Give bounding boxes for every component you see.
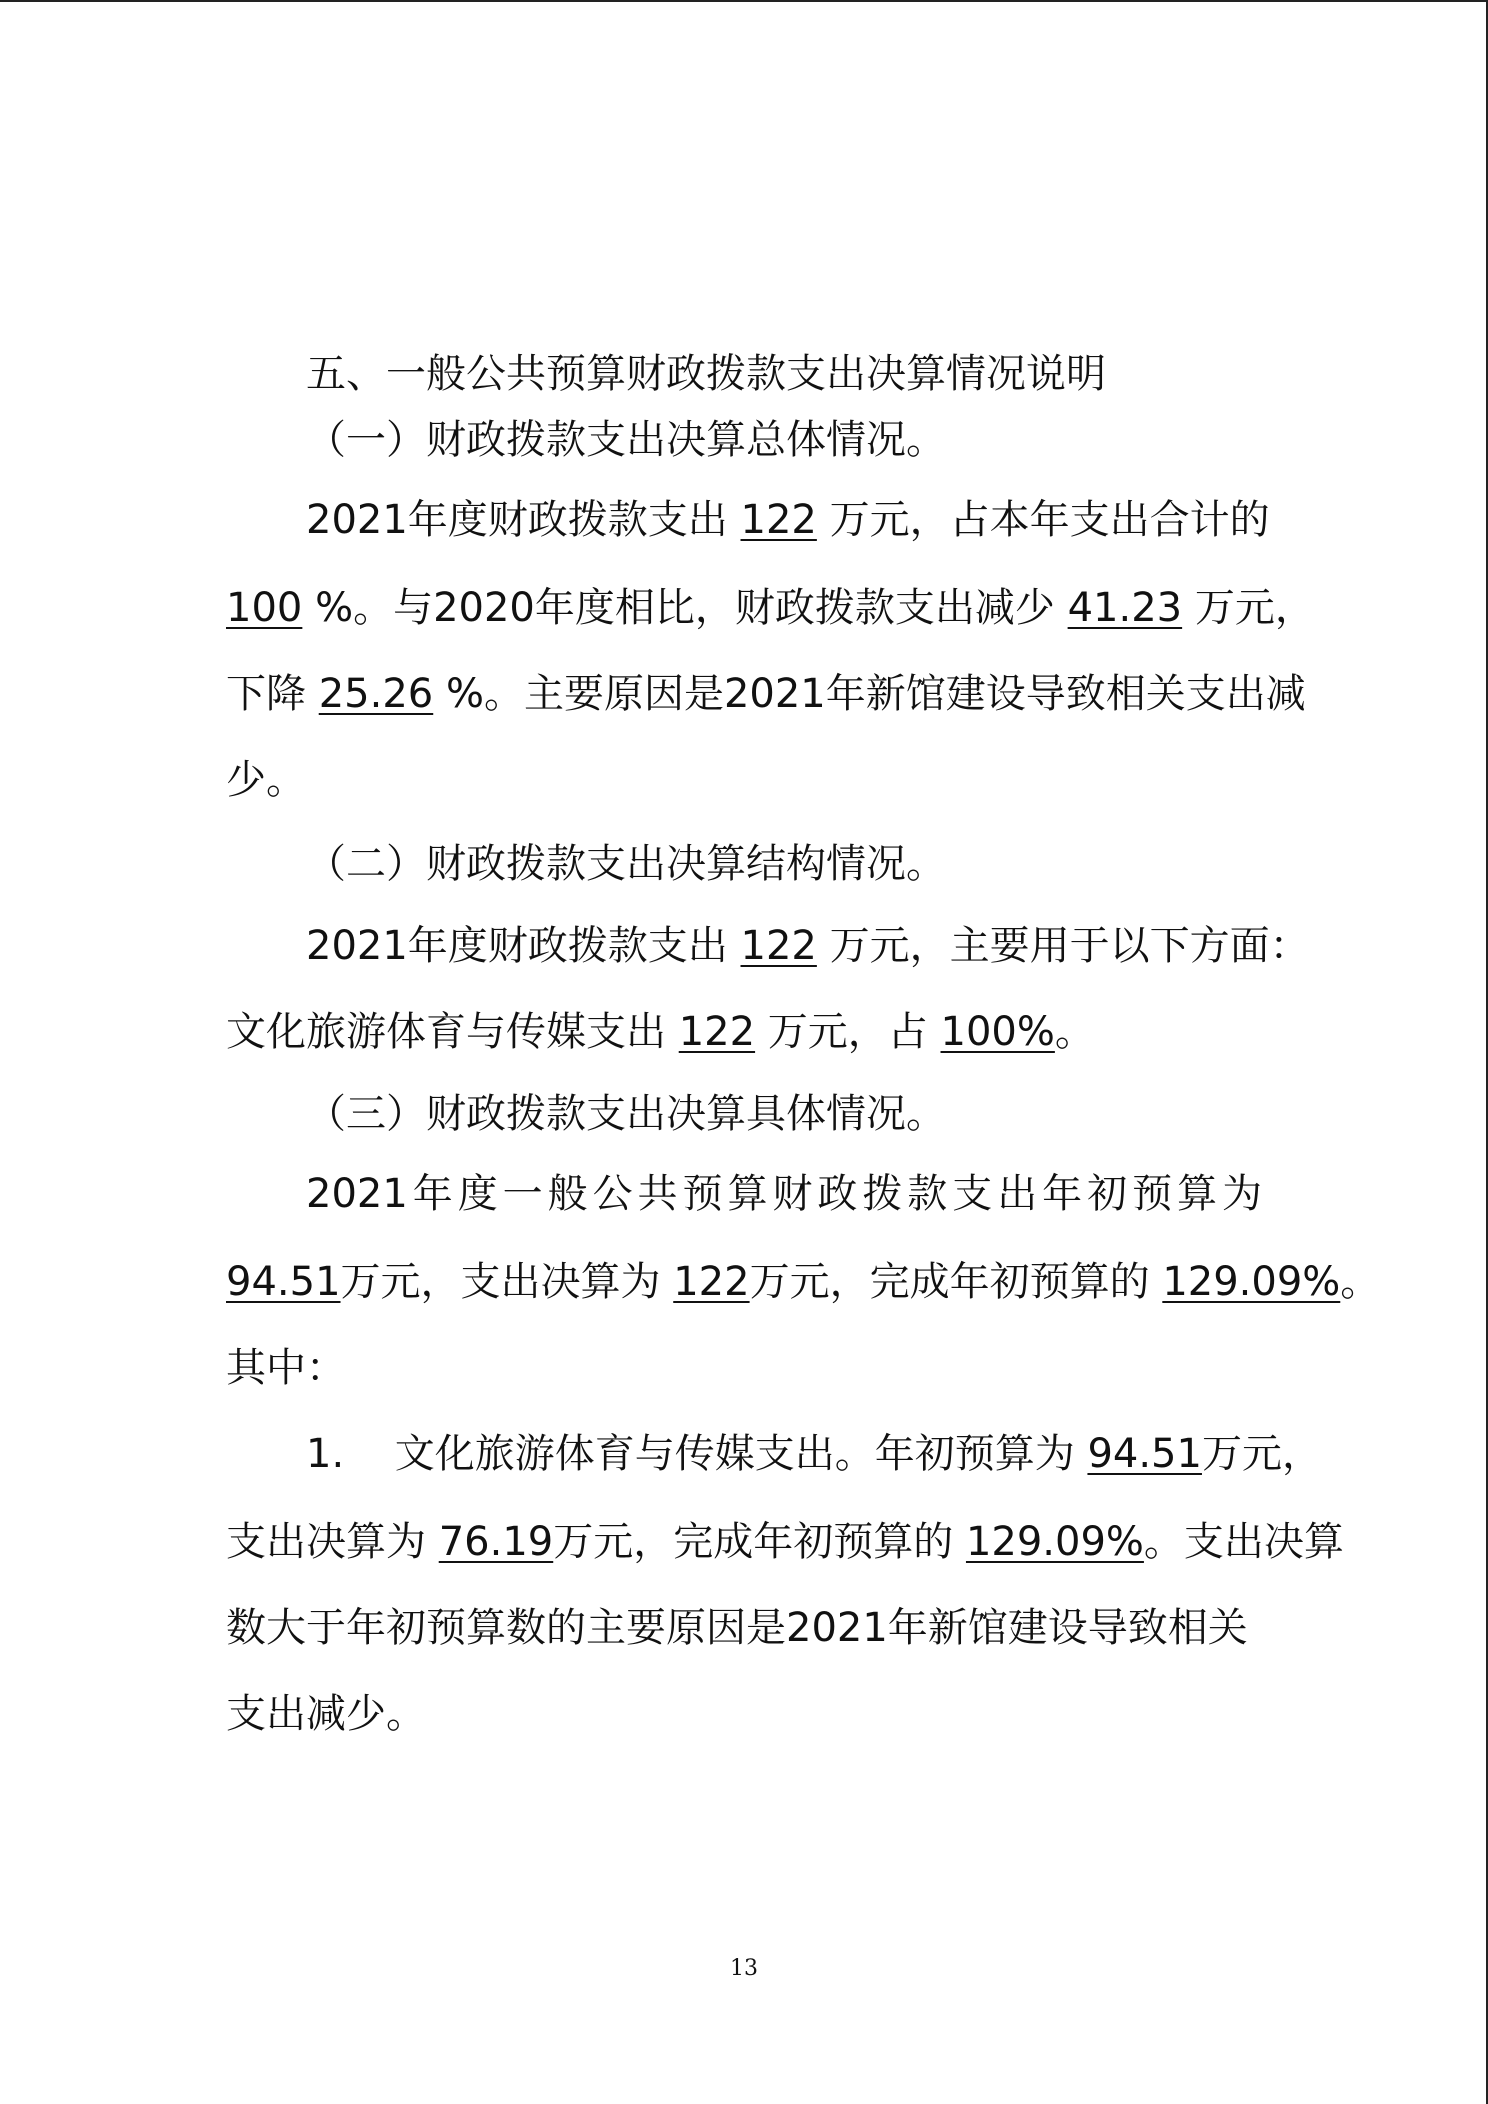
item1-line3: 数大于年初预算数的主要原因是2021年新馆建设导致相关 bbox=[226, 1605, 1248, 1651]
part2-line1 bbox=[306, 918, 1310, 974]
text: %。主要原因是2021年新馆建设导致相关支出减 bbox=[445, 671, 1306, 717]
decrease-amount: 41.23 bbox=[1067, 585, 1183, 631]
culture-expenditure-amount: 122 bbox=[678, 1009, 756, 1055]
text: 下降 bbox=[226, 671, 306, 717]
text: 万元， bbox=[1194, 585, 1315, 631]
part2-subheading: （二）财政拨款支出决算结构情况。 bbox=[306, 841, 946, 887]
part3-subheading: （三）财政拨款支出决算具体情况。 bbox=[306, 1091, 946, 1137]
text: 。 bbox=[1340, 1259, 1381, 1305]
text: 万元，完成年初预算的 bbox=[553, 1519, 954, 1565]
part3-line3: 其中： bbox=[226, 1345, 346, 1391]
part1-line1 bbox=[306, 492, 1270, 548]
part1-line4: 少。 bbox=[226, 757, 306, 803]
text: 2021年度财政拨款支出 bbox=[306, 923, 728, 969]
item-actual: 76.19 bbox=[438, 1519, 554, 1565]
share-percent: 100 bbox=[226, 585, 303, 631]
text: 。支出决算 bbox=[1143, 1519, 1344, 1565]
final-expenditure: 122 bbox=[673, 1259, 750, 1305]
part1-subheading: （一）财政拨款支出决算总体情况。 bbox=[306, 417, 946, 463]
item-budget: 94.51 bbox=[1087, 1431, 1202, 1477]
text: 万元，占 bbox=[767, 1009, 928, 1055]
culture-share-percent: 100% bbox=[940, 1009, 1055, 1055]
text: 万元，支出决算为 bbox=[340, 1259, 661, 1305]
text: 万元，主要用于以下方面： bbox=[829, 923, 1310, 969]
text: 2021年度财政拨款支出 bbox=[306, 497, 728, 543]
text: 万元， bbox=[1201, 1431, 1322, 1477]
text: 。 bbox=[1054, 1009, 1095, 1055]
expenditure-amount: 122 bbox=[740, 923, 817, 969]
part3-line1: 2021年度一般公共预算财政拨款支出年初预算为 bbox=[306, 1171, 1262, 1217]
part1-line3 bbox=[226, 666, 1306, 722]
text: 万元，占本年支出合计的 bbox=[829, 497, 1270, 543]
item1-line2 bbox=[226, 1514, 1344, 1570]
part1-line2 bbox=[226, 580, 1315, 636]
page-border-top bbox=[0, 0, 1488, 2]
text: 万元，完成年初预算的 bbox=[749, 1259, 1150, 1305]
part2-line2 bbox=[226, 1004, 1095, 1060]
completion-percent: 129.09% bbox=[1162, 1259, 1341, 1305]
item-number: 1. bbox=[306, 1431, 345, 1477]
text: %。与2020年度相比，财政拨款支出减少 bbox=[315, 585, 1055, 631]
item-percent: 129.09% bbox=[965, 1519, 1144, 1565]
initial-budget: 94.51 bbox=[226, 1259, 341, 1305]
text: 文化旅游体育与传媒支出 bbox=[226, 1009, 666, 1055]
item1-line4: 支出减少。 bbox=[226, 1691, 426, 1737]
decline-percent: 25.26 bbox=[318, 671, 434, 717]
item1-line1 bbox=[306, 1426, 1322, 1482]
page-number: 13 bbox=[730, 1956, 758, 1981]
part3-line2 bbox=[226, 1254, 1380, 1310]
text: 文化旅游体育与传媒支出。年初预算为 bbox=[394, 1431, 1075, 1477]
section-heading: 五、一般公共预算财政拨款支出决算情况说明 bbox=[306, 351, 1106, 397]
expenditure-amount: 122 bbox=[740, 497, 817, 543]
text: 支出决算为 bbox=[226, 1519, 426, 1565]
